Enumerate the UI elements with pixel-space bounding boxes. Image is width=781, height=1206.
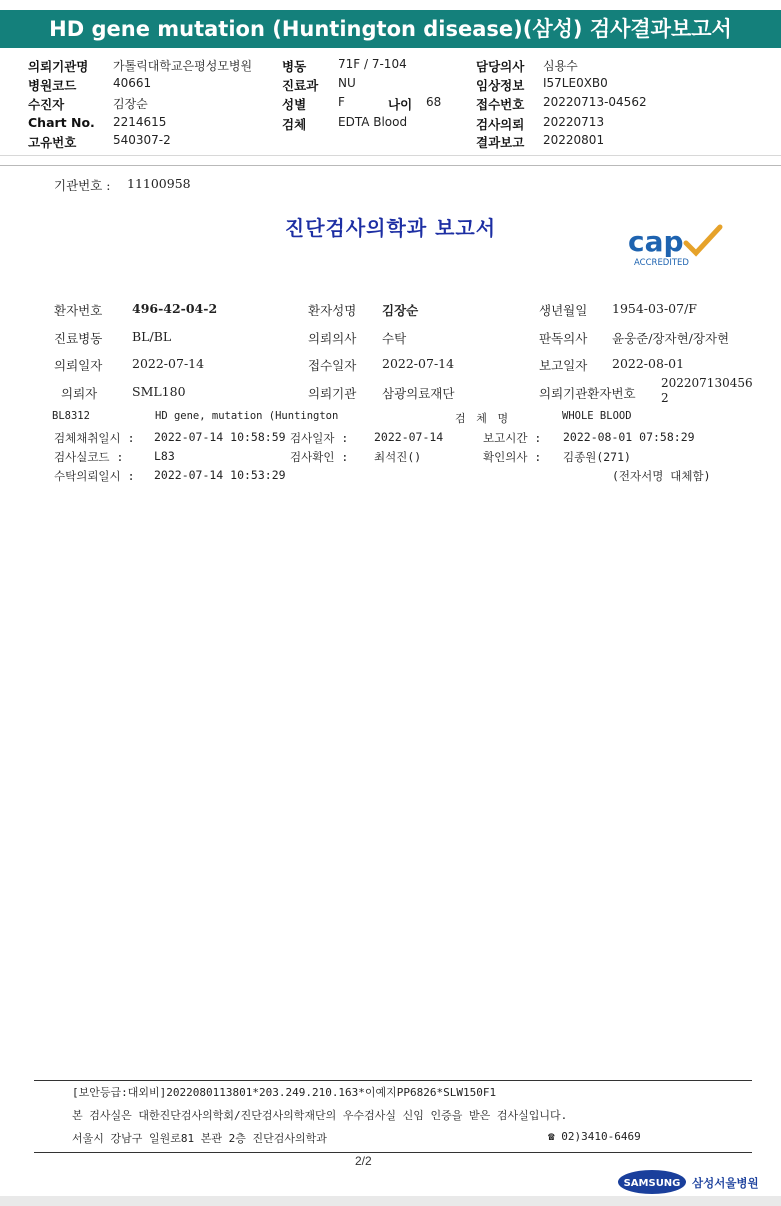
reading-doctor-label: 판독의사 bbox=[539, 331, 588, 346]
requesting-org-value: 가톨릭대학교은평성모병원 bbox=[113, 59, 253, 73]
bottom-strip bbox=[0, 1196, 781, 1206]
report-date-value: 2022-08-01 bbox=[612, 356, 685, 371]
header-divider-2 bbox=[0, 165, 781, 166]
lab-code-label: 검사실코드 : bbox=[54, 450, 124, 464]
req-date-label: 의뢰일자 bbox=[54, 358, 103, 373]
req-org-patient-no-value: 202207130456 bbox=[661, 376, 753, 390]
test-name: HD gene, mutation (Huntington bbox=[155, 410, 339, 422]
phone-number: ☎ 02)3410-6469 bbox=[548, 1130, 641, 1143]
header-divider bbox=[0, 155, 781, 156]
clinical-value: I57LE0XB0 bbox=[543, 76, 608, 90]
receipt-label: 접수번호 bbox=[476, 97, 525, 112]
doctor-label: 담당의사 bbox=[476, 59, 525, 74]
specimen-value: EDTA Blood bbox=[338, 115, 408, 129]
doctor-value: 심용수 bbox=[543, 59, 578, 73]
address-line: 서울시 강남구 일원로81 본관 2층 진단검사의학과 bbox=[72, 1132, 327, 1145]
report-time-label: 보고시간 : bbox=[483, 431, 542, 445]
specimen-name-label: 검 체 명 bbox=[455, 412, 511, 425]
req-org-value: 삼광의료재단 bbox=[382, 386, 455, 401]
lab-code-value: L83 bbox=[154, 449, 175, 463]
hospital-code-value: 40661 bbox=[113, 76, 152, 90]
confirm-doctor-label: 확인의사 : bbox=[483, 450, 542, 464]
patient-value: 김장순 bbox=[113, 97, 148, 111]
checkmark-icon bbox=[686, 227, 720, 253]
ward-value: 71F / 7-104 bbox=[338, 57, 407, 71]
receipt-value: 20220713-04562 bbox=[543, 95, 647, 109]
sex-value: F bbox=[338, 95, 345, 109]
age-value: 68 bbox=[426, 95, 442, 109]
clinical-label: 임상정보 bbox=[476, 78, 525, 93]
reading-doctor-value: 윤웅준/장자현/장자현 bbox=[612, 331, 730, 346]
cap-accredited-text: ACCREDITED bbox=[634, 258, 689, 268]
hospital-code-label: 병원코드 bbox=[28, 78, 77, 93]
specimen-name-value: WHOLE BLOOD bbox=[562, 410, 632, 422]
exam-date-value: 2022-07-14 bbox=[374, 430, 444, 444]
test-code: BL8312 bbox=[52, 410, 90, 422]
receipt-date-value: 2022-07-14 bbox=[382, 356, 455, 371]
result-report-label: 결과보고 bbox=[476, 135, 525, 150]
requester-value: SML180 bbox=[132, 384, 186, 399]
ward-label: 병동 bbox=[282, 59, 307, 74]
page-title: HD gene mutation (Huntington disease)(삼성) 검사결과보고서 bbox=[49, 17, 732, 41]
samsung-word: SAMSUNG bbox=[623, 1178, 681, 1189]
page-number: 2/2 bbox=[355, 1154, 372, 1168]
cap-logo-text: cap bbox=[628, 225, 684, 258]
requester-label: 의뢰자 bbox=[61, 386, 98, 401]
patient-name-value: 김장순 bbox=[382, 303, 419, 318]
institution-no-value: 11100958 bbox=[127, 176, 191, 191]
esign-note: (전자서명 대체함) bbox=[612, 469, 711, 483]
req-doctor-label: 의뢰의사 bbox=[308, 331, 357, 346]
report-date-label: 보고일자 bbox=[539, 358, 588, 373]
confirm-value: 최석진() bbox=[374, 450, 422, 464]
req-date-value: 2022-07-14 bbox=[132, 356, 205, 371]
exam-date-label: 검사일자 : bbox=[290, 431, 349, 445]
test-request-label: 검사의뢰 bbox=[476, 117, 525, 132]
sex-label: 성별 bbox=[282, 97, 307, 112]
result-report-value: 20220801 bbox=[543, 133, 605, 147]
chart-no-value: 2214615 bbox=[113, 115, 167, 129]
footer-rule-bottom bbox=[34, 1152, 752, 1153]
dept-label: 진료과 bbox=[282, 78, 319, 93]
test-request-value: 20220713 bbox=[543, 115, 605, 129]
report-time-value: 2022-08-01 07:58:29 bbox=[563, 430, 695, 444]
unique-no-label: 고유번호 bbox=[28, 135, 77, 150]
security-line: [보안등급:대외비]2022080113801*203.249.210.163*이예지PP6826*SLW150F1 bbox=[72, 1086, 497, 1099]
ward-value-2: BL/BL bbox=[132, 329, 172, 344]
receipt-date-label: 접수일자 bbox=[308, 358, 357, 373]
birthdate-value: 1954-03-07/F bbox=[612, 301, 697, 316]
cap-accredited-logo bbox=[620, 215, 730, 275]
samsung-hospital-logo bbox=[618, 1168, 763, 1196]
specimen-label: 검체 bbox=[282, 117, 307, 132]
contract-label: 수탁의뢰일시 : bbox=[54, 469, 135, 483]
age-label: 나이 bbox=[388, 97, 413, 112]
confirm-label: 검사확인 : bbox=[290, 450, 349, 464]
unique-no-value: 540307-2 bbox=[113, 133, 171, 147]
certification-line: 본 검사실은 대한진단검사의학회/진단검사의학재단의 우수검사실 신임 인증을 받은 검사실입니다. bbox=[72, 1109, 568, 1122]
patient-label: 수진자 bbox=[28, 97, 65, 112]
collect-value: 2022-07-14 10:58:59 bbox=[154, 430, 286, 444]
req-org-label: 의뢰기관 bbox=[308, 386, 357, 401]
report-title: 진단검사의학과 보고서 bbox=[284, 216, 497, 240]
ward-label-2: 진료병동 bbox=[54, 331, 103, 346]
contract-value: 2022-07-14 10:53:29 bbox=[154, 468, 286, 482]
dept-value: NU bbox=[338, 76, 356, 90]
collect-label: 검체채취일시 : bbox=[54, 431, 135, 445]
hospital-name: 삼성서울병원 bbox=[692, 1176, 759, 1190]
req-org-patient-no-value-2: 2 bbox=[661, 391, 669, 405]
req-doctor-value: 수탁 bbox=[382, 331, 407, 346]
patient-no-label: 환자번호 bbox=[54, 303, 103, 318]
requesting-org-label: 의뢰기관명 bbox=[28, 59, 89, 74]
chart-no-label: Chart No. bbox=[28, 115, 95, 130]
footer-rule-top bbox=[34, 1080, 752, 1081]
confirm-doctor-value: 김종원(271) bbox=[563, 450, 631, 464]
institution-no-label: 기관번호 : bbox=[54, 178, 111, 193]
birthdate-label: 생년월일 bbox=[539, 303, 588, 318]
req-org-patient-no-label: 의뢰기관환자번호 bbox=[539, 386, 636, 401]
patient-no-value: 496-42-04-2 bbox=[132, 301, 218, 316]
patient-name-label: 환자성명 bbox=[308, 303, 357, 318]
